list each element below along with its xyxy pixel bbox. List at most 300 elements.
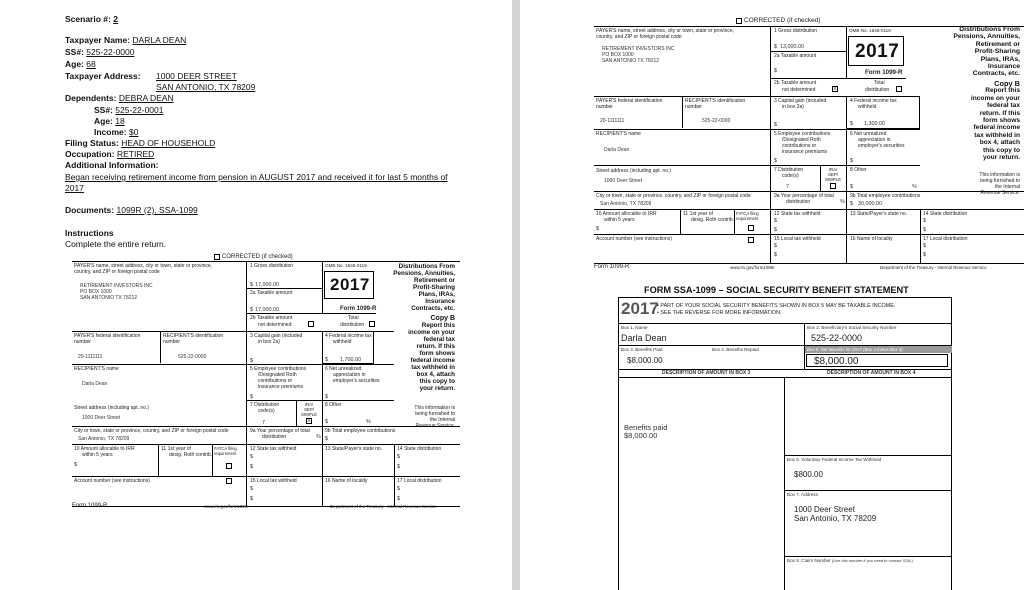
account-label-r: Account number (see instructions) xyxy=(596,236,672,242)
ira-line1: IRA/ xyxy=(304,402,314,407)
omb-number: OMB No. 1545-0119 xyxy=(325,263,367,268)
dependent-age: 18 xyxy=(115,116,125,126)
ira-checkbox[interactable]: X xyxy=(307,418,311,424)
documents-page xyxy=(520,0,1024,590)
corrected-label: CORRECTED (if checked) xyxy=(222,254,293,260)
corrected-label-r: CORRECTED (if checked) xyxy=(744,17,821,24)
taxpayer-age: 68 xyxy=(86,59,96,69)
copyb-r-line4: federal tax xyxy=(987,102,1020,110)
copy-b-text-r xyxy=(924,80,1020,161)
box2a-dollar-r: $ xyxy=(774,68,777,74)
ssa-box7-label: Box 7. Address xyxy=(787,492,818,497)
box4-dollar-r: $ xyxy=(850,121,853,127)
footer-website: www.irs.gov/form1099r xyxy=(204,504,249,509)
form-name: Form 1099-R xyxy=(340,306,377,312)
total-distribution-label: Total xyxy=(348,315,359,321)
footer-form-name-r: Form 1099-R xyxy=(594,264,630,270)
ssa-box1-label: Box 1. Name xyxy=(621,325,648,330)
box12-dollar-r-b: $ xyxy=(774,227,777,233)
box9b-label: 9b Total employee contributions xyxy=(325,428,396,434)
dependent-age-line xyxy=(94,116,125,127)
recipient-name-label: RECIPIENT'S name xyxy=(74,366,119,372)
box2b-label2: not determined xyxy=(258,322,292,328)
info-line2: being furnished to xyxy=(415,411,455,417)
box15-label-r: 15 Local tax withheld xyxy=(774,236,821,242)
ssa-bullet2: • SEE THE REVERSE FOR MORE INFORMATION. xyxy=(657,310,782,316)
info-r-line3: the Internal xyxy=(994,184,1020,190)
box9b-dollar-r: $ xyxy=(850,201,853,207)
corrected-checkbox-r[interactable] xyxy=(736,18,742,24)
box5-label2: /Designated Roth xyxy=(258,372,297,378)
street-label-r: Street address (including apt. no.) xyxy=(596,168,672,174)
total-distribution-label-r: Total xyxy=(874,80,885,86)
additional-info-line1: Began receiving retirement income from pension in AUGUST 2017 and received it for last 5 months of xyxy=(65,172,448,182)
box7-label-r: 7 Distribution xyxy=(774,167,804,173)
box16-label-r: 16 Name of locality xyxy=(850,236,893,242)
dependent-age-label: Age: xyxy=(94,116,113,126)
dependent-name: DEBRA DEAN xyxy=(118,93,174,103)
taxpayer-age-label: Age: xyxy=(65,59,84,69)
copyb-line10: this copy to xyxy=(419,378,455,385)
info-r-line1: This information is xyxy=(979,172,1020,178)
box2b-label-r: 2b Taxable amount xyxy=(774,80,817,86)
box9a-pct: % xyxy=(316,434,321,440)
payer-label-r: PAYER'S name, street address, city or town, state or province, xyxy=(596,28,735,34)
box14-dollar-r-a: $ xyxy=(923,218,926,224)
ssa-bullet1: • PART OF YOUR SOCIAL SECURITY BENEFITS SHOWN IN BOX 5 MAY BE TAXABLE INCOME. xyxy=(657,303,896,309)
form-name-r: Form 1099-R xyxy=(865,69,903,76)
box6-dollar-r: $ xyxy=(850,158,853,164)
box15-dollar-r-b: $ xyxy=(774,252,777,258)
ira-label xyxy=(299,402,319,417)
instructions-label: Instructions xyxy=(65,228,114,238)
box17-dollar-r-b: $ xyxy=(923,252,926,258)
box12-dollar-b: $ xyxy=(250,464,253,470)
box3-dollar-r: $ xyxy=(774,122,777,128)
box3-label2: in box 2a) xyxy=(258,339,280,345)
box9b-label-r: 9b Total employee contributions xyxy=(850,193,921,199)
title-r-line7: Contracts, etc. xyxy=(972,70,1020,78)
title-line4: Profit-Sharing xyxy=(413,284,455,291)
title-r-line5: Plans, IRAs, xyxy=(980,55,1020,63)
box14-dollar-b: $ xyxy=(397,464,400,470)
dependent-income-line xyxy=(94,127,138,138)
city-label: City or town, state or province, country, and ZIP or foreign postal code xyxy=(74,428,229,434)
box1-dollar-r: $ xyxy=(774,44,777,50)
omb-number-r: OMB No. 1545-0119 xyxy=(849,28,891,33)
box15-dollar-a: $ xyxy=(250,486,253,492)
payer-fed-id-label-r: PAYER'S federal identification xyxy=(596,98,663,104)
title-line5: Plans, IRAs, xyxy=(418,291,455,298)
copyb-line5: return. If this xyxy=(416,343,455,350)
box7-label2: code(s) xyxy=(258,408,275,414)
recipient-name-r: Darla Dean xyxy=(604,147,630,153)
ssa-box1-value: Darla Dean xyxy=(621,333,667,343)
dependent-ssn-label: SS#: xyxy=(94,105,113,115)
title-r-line4: Profit-Sharing xyxy=(974,48,1020,56)
box4-label2: withheld xyxy=(333,339,352,345)
instructions-text: Complete the entire return. xyxy=(65,239,167,249)
documents-line xyxy=(65,205,198,216)
scenario-line xyxy=(65,14,118,25)
additional-info-line2: 2017 xyxy=(65,183,84,193)
copyb-r-line5: return. If this xyxy=(979,109,1020,117)
ira-r-line2: SEP/ xyxy=(827,172,838,177)
box3-label2-r: in box 2a) xyxy=(782,104,804,110)
ssa-box8-label: Box 8. Claim Number xyxy=(787,558,831,563)
total-distribution-label2: distribution xyxy=(340,322,365,328)
dependent-income: $0 xyxy=(128,127,139,137)
footer-department: Department of the Treasury - Internal Revenue Service xyxy=(330,504,437,509)
info-line3: the Internal xyxy=(429,417,455,423)
payer-label2-r: country, and ZIP or foreign postal code xyxy=(596,34,682,40)
footer-form-name: Form 1099-R xyxy=(72,503,108,509)
fatca-label: FATCA filing xyxy=(214,446,237,451)
copyb-r-line6: form shows xyxy=(982,117,1020,125)
box9a-label2-r: distribution xyxy=(786,199,811,205)
taxpayer-name: DARLA DEAN xyxy=(132,35,187,45)
ssa-box2-label: Box 2. Beneficiary's Social Security Number xyxy=(807,325,897,330)
box8-label-r: 8 Other xyxy=(850,167,867,173)
ira-r-line3: SIMPLE xyxy=(824,177,842,182)
box2a-value: 17,000.00 xyxy=(255,307,279,313)
taxpayer-ssn-line xyxy=(65,47,135,58)
ssa-box6-value: $800.00 xyxy=(794,470,823,479)
box10-dollar: $ xyxy=(74,462,77,468)
dependents-label: Dependents: xyxy=(65,93,117,103)
box11-label: 11 1st year of xyxy=(161,446,191,452)
payer-fed-id-label: PAYER'S federal identification xyxy=(74,333,141,339)
box8-dollar-r: $ xyxy=(850,184,853,190)
box8-dollar: $ xyxy=(325,419,328,425)
box4-value-r: 1,300.00 xyxy=(864,121,885,127)
ssa-address-line1: 1000 Deer Street xyxy=(794,505,855,514)
box12-label: 12 State tax withheld xyxy=(250,446,297,452)
ira-line3: SIMPLE xyxy=(300,412,318,417)
total-distribution-checkbox-r[interactable] xyxy=(896,86,902,92)
box2a-dollar: $ xyxy=(250,307,253,313)
title-line2: Pensions, Annuities, xyxy=(393,270,455,277)
copyb-line4: federal tax xyxy=(423,336,455,343)
box10-label-r: 10 Amount allocable to IRR xyxy=(596,211,657,217)
payer-name-r: RETIREMENT INVESTORS INC xyxy=(602,46,675,52)
box11-label-r: 11 1st year of xyxy=(683,211,713,217)
box3-label: 3 Capital gain (included xyxy=(250,333,303,339)
copyb-line6: form shows xyxy=(419,350,455,357)
dependent-ssn: 525-22-0001 xyxy=(115,105,164,115)
box4-label: 4 Federal income tax xyxy=(325,333,372,339)
occupation-value: RETIRED xyxy=(116,149,155,159)
recipient-name: Darla Dean xyxy=(82,381,108,387)
box4-label2-r: withheld xyxy=(858,104,877,110)
account-checkbox[interactable] xyxy=(226,478,232,484)
recipient-id: 525-22-0000 xyxy=(178,354,207,360)
box15-label: 15 Local tax withheld xyxy=(250,478,297,484)
title-r-line1: Distributions From xyxy=(959,26,1020,33)
taxpayer-address-label: Taxpayer Address: xyxy=(65,71,141,81)
title-r-line6: Insurance xyxy=(987,63,1020,71)
box1-label: 1 Gross distribution xyxy=(250,263,294,269)
recipient-id-label-r: RECIPIENT'S identification xyxy=(685,98,746,104)
fatca-checkbox[interactable] xyxy=(226,463,232,469)
copyb-line1: Copy B xyxy=(430,315,455,322)
title-line7: Contracts, etc. xyxy=(411,305,455,312)
info-furnished-r xyxy=(924,172,1020,196)
account-label: Account number (see instructions) xyxy=(74,478,150,484)
box8-pct: % xyxy=(366,419,371,425)
form-title-r xyxy=(924,26,1020,78)
ssa-box6-label: Box 6. Voluntary Federal Income Tax Withheld xyxy=(787,457,882,462)
box6-label-r: 6 Net unrealized xyxy=(850,131,887,137)
taxpayer-address-line2: SAN ANTONIO, TX 78209 xyxy=(156,82,256,92)
recipient-name-label-r: RECIPIENT'S name xyxy=(596,131,641,137)
fatca-label2-r: requirement xyxy=(736,216,759,221)
ssa-box3-value: $8,000.00 xyxy=(627,356,663,365)
box17-dollar-r-a: $ xyxy=(923,243,926,249)
box2b-label: 2b Taxable amount xyxy=(250,315,293,321)
taxpayer-address-line1: 1000 DEER STREET xyxy=(156,71,237,81)
payer-address1-r: PO BOX 1000 xyxy=(602,52,634,58)
taxpayer-name-line xyxy=(65,35,186,46)
box2a-label: 2a Taxable amount xyxy=(250,290,293,296)
box9a-label-r: 9a Your percentage of total xyxy=(774,193,834,199)
box14-label-r: 14 State distribution xyxy=(923,211,968,217)
payer-name: RETIREMENT INVESTORS INC xyxy=(80,283,153,289)
ssa-benefits-paid-value: $8,000.00 xyxy=(624,431,658,440)
filing-status-line xyxy=(65,138,215,149)
payer-fed-id-label2: number xyxy=(74,339,91,345)
ssa-box3-label: Box 3. Benefits Paid xyxy=(621,347,663,352)
box1-dollar: $ xyxy=(250,282,253,288)
ssa-frame xyxy=(618,297,952,590)
recipient-id-label2-r: number xyxy=(685,104,702,110)
occupation-label: Occupation: xyxy=(65,149,115,159)
payer-fed-id-r: 20-1111111 xyxy=(600,118,625,124)
street-label: Street address (including apt. no.) xyxy=(74,405,150,411)
street-value-r: 1000 Deer Street xyxy=(604,178,643,184)
copyb-line3: income on your xyxy=(408,329,455,336)
payer-address1: PO BOX 1000 xyxy=(80,289,112,295)
box1-value-r: 13,000.00 xyxy=(780,44,804,50)
box6-label3: employer's securities xyxy=(333,378,380,384)
copyb-r-line3: income on your xyxy=(970,94,1020,102)
box5-dollar: $ xyxy=(250,394,253,400)
box11-label2-r: desig. Roth contrib. xyxy=(691,217,735,223)
scenario-value: 2 xyxy=(113,14,118,24)
box9b-value-r: 30,000.00 xyxy=(858,201,882,207)
payer-address2: SAN ANTONIO TX 78212 xyxy=(80,295,138,301)
box7-code: 7 xyxy=(262,420,265,426)
ssa-desc4: DESCRIPTION OF AMOUNT IN BOX 4 xyxy=(827,370,916,376)
box14-dollar-a: $ xyxy=(397,454,400,460)
box2a-label-r: 2a Taxable amount xyxy=(774,53,817,59)
box9a-label: 9a Your percentage of total xyxy=(250,428,310,434)
form-year-r: 2017 xyxy=(855,41,900,62)
payer-address2-r: SAN ANTONIO TX 78212 xyxy=(602,58,660,64)
copyb-line9: box 4, attach xyxy=(416,371,455,378)
box12-label-r: 12 State tax withheld xyxy=(774,211,821,217)
box2b-checkbox-r[interactable]: X xyxy=(833,86,837,92)
box2b-checkbox[interactable] xyxy=(308,321,314,327)
ssa-box2-value: 525-22-0000 xyxy=(811,333,863,343)
footer-website-r: www.irs.gov/form1099r xyxy=(730,265,775,270)
payer-fed-id-label2-r: number xyxy=(596,104,613,110)
form-year: 2017 xyxy=(330,275,370,294)
box2b-label2-r: not determined xyxy=(782,87,816,93)
box5-label3: contributions or xyxy=(258,378,293,384)
box4-value: 1,700.00 xyxy=(340,357,361,363)
box16-label: 16 Name of locality xyxy=(325,478,368,484)
fatca-label2: requirement xyxy=(214,451,237,456)
dependent-income-label: Income: xyxy=(94,127,127,137)
total-distribution-label2-r: distribution xyxy=(865,87,890,93)
dependent-ssn-line xyxy=(94,105,164,116)
title-line1: Distributions From xyxy=(398,263,455,270)
box5-label2-r: /Designated Roth xyxy=(782,137,821,143)
payer-fed-id: 20-1111111 xyxy=(78,354,103,360)
box6-dollar: $ xyxy=(325,394,328,400)
box5-label-r: 5 Employee contributions xyxy=(774,131,831,137)
box3-dollar: $ xyxy=(250,358,253,364)
copyb-r-line8: tax withheld in xyxy=(974,131,1020,139)
ssa-box5-value: $8,000.00 xyxy=(814,356,859,367)
box13-label-r: 13 State/Payer's state no. xyxy=(850,211,908,217)
box10-label2: within 5 years xyxy=(82,452,113,458)
documents-value: 1099R (2), SSA-1099 xyxy=(116,205,198,215)
taxpayer-ssn-label: SS#: xyxy=(65,47,84,57)
box17-label-r: 17 Local distribution xyxy=(923,236,968,242)
recipient-id-r: 525-22-0000 xyxy=(702,118,731,124)
ssa-benefits-paid-label: Benefits paid xyxy=(624,423,668,432)
ssa-desc3: DESCRIPTION OF AMOUNT IN BOX 3 xyxy=(662,370,751,376)
box7-label: 7 Distribution xyxy=(250,402,280,408)
city-value-r: San Antonio, TX 78209 xyxy=(600,201,652,207)
taxpayer-name-label: Taxpayer Name: xyxy=(65,35,131,45)
box6-label3-r: employer's securities xyxy=(858,143,905,149)
box10-dollar-r: $ xyxy=(596,226,599,232)
box7-label2-r: code(s) xyxy=(782,173,799,179)
documents-label: Documents: xyxy=(65,205,115,215)
copyb-r-line2: Report this xyxy=(985,87,1020,95)
fatca-label-r: FATCA filing xyxy=(736,211,759,216)
box8-pct-r: % xyxy=(912,184,917,190)
box9a-label2: distribution xyxy=(262,434,287,440)
occupation-line xyxy=(65,149,154,160)
ira-line2: SEP/ xyxy=(303,407,314,412)
info-line4: Revenue Service. xyxy=(415,423,455,429)
ira-label-r xyxy=(823,167,843,182)
copyb-r-line10: this copy to xyxy=(983,146,1020,154)
title-line3: Retirement or xyxy=(414,277,455,284)
box1-value: 17,000.00 xyxy=(255,282,279,288)
box8-label: 8 Other xyxy=(325,402,342,408)
ssa-box8 xyxy=(787,558,913,563)
footer-department-r: Department of the Treasury - Internal Revenue Service xyxy=(880,265,987,270)
box5-label4: insurance premiums xyxy=(258,384,304,390)
copyb-r-line9: box 4, attach xyxy=(979,139,1020,147)
ira-r-line1: IRA/ xyxy=(828,167,838,172)
ssa-box4-label: Box 4. Benefits Repaid xyxy=(712,347,759,352)
copyb-r-line7: federal income xyxy=(973,124,1020,132)
ira-checkbox-r[interactable] xyxy=(830,183,836,189)
fatca-checkbox-r[interactable] xyxy=(748,225,754,231)
copyb-r-line1: Copy B xyxy=(994,79,1020,88)
box3-label-r: 3 Capital gain (included xyxy=(774,98,827,104)
copyb-line2: Report this xyxy=(421,322,455,329)
title-r-line2: Pensions, Annuities, xyxy=(953,33,1020,41)
copy-b-text xyxy=(385,315,455,392)
copyb-line8: tax withheld in xyxy=(411,364,455,371)
box5-label: 5 Employee contributions xyxy=(250,366,307,372)
additional-info-label: Additional Information: xyxy=(65,160,159,170)
box6-label2-r: appreciation in xyxy=(858,137,891,143)
ssa-box8-note: (Use this number if you need to contact SSA.) xyxy=(831,558,914,563)
box6-label: 6 Net unrealized xyxy=(325,366,362,372)
dependent-name-line xyxy=(65,93,174,104)
box5-dollar-r: $ xyxy=(774,158,777,164)
copyb-line11: your return. xyxy=(419,385,455,392)
scenario-label: Scenario #: xyxy=(65,14,111,24)
city-label-r: City or town, state or province, country, and ZIP or foreign postal code xyxy=(596,193,751,199)
box14-dollar-r-b: $ xyxy=(923,227,926,233)
info-r-line4: Revenue Service. xyxy=(980,190,1020,196)
box17-dollar-b: $ xyxy=(397,496,400,502)
box5-label4-r: insurance premiums xyxy=(782,149,828,155)
ssa-box5-label: Box 5. Net Benefits for 2017 (Box 3 minus Box 4) xyxy=(807,347,903,352)
ssa-year: 2017 xyxy=(621,299,659,318)
box4-label-r: 4 Federal income tax xyxy=(850,98,897,104)
box15-dollar-b: $ xyxy=(250,496,253,502)
street-value: 1000 Deer Street xyxy=(82,415,121,421)
box14-label: 14 State distribution xyxy=(397,446,442,452)
info-r-line2: being furnished to xyxy=(980,178,1020,184)
ssa-address-line2: San Antonio, TX 78209 xyxy=(794,514,877,523)
box10-label2-r: within 5 years xyxy=(604,217,635,223)
copyb-r-line11: your return. xyxy=(982,154,1020,162)
payer-label: PAYER'S name, street address, city or town, state or province, xyxy=(74,263,213,269)
title-r-line3: Retirement or xyxy=(975,40,1020,48)
box9a-pct-r: % xyxy=(840,199,845,205)
account-checkbox-r[interactable] xyxy=(748,237,754,243)
box6-label2: appreciation in xyxy=(333,372,366,378)
corrected-checkbox[interactable] xyxy=(214,254,220,260)
box12-dollar-a: $ xyxy=(250,454,253,460)
box9b-dollar: $ xyxy=(325,436,328,442)
box13-label: 13 State/Payer's state no. xyxy=(325,446,383,452)
total-distribution-checkbox[interactable] xyxy=(369,321,375,327)
recipient-id-label: RECIPIENT'S identification xyxy=(163,333,224,339)
payer-label2: country, and ZIP or foreign postal code xyxy=(74,269,160,275)
box11-label2: desig. Roth contrib. xyxy=(169,452,213,458)
box7-code-r: 7 xyxy=(786,184,789,190)
city-value: San Antonio, TX 78209 xyxy=(78,436,130,442)
filing-status-value: HEAD OF HOUSEHOLD xyxy=(121,138,216,148)
ssa-title: FORM SSA-1099 – SOCIAL SECURITY BENEFIT STATEMENT xyxy=(644,285,909,295)
box12-dollar-r-a: $ xyxy=(774,218,777,224)
box4-dollar: $ xyxy=(325,357,328,363)
copyb-line7: federal income xyxy=(410,357,455,364)
taxpayer-age-line xyxy=(65,59,96,70)
title-line6: Insurance xyxy=(425,298,455,305)
box17-label: 17 Local distribution xyxy=(397,478,442,484)
box17-dollar-a: $ xyxy=(397,486,400,492)
box10-label: 10 Amount allocable to IRR xyxy=(74,446,135,452)
filing-status-label: Filing Status: xyxy=(65,138,119,148)
box1-label-r: 1 Gross distribution xyxy=(774,28,818,34)
box5-label3-r: contributions or xyxy=(782,143,817,149)
taxpayer-ssn: 525-22-0000 xyxy=(86,47,135,57)
form-title xyxy=(385,263,455,312)
